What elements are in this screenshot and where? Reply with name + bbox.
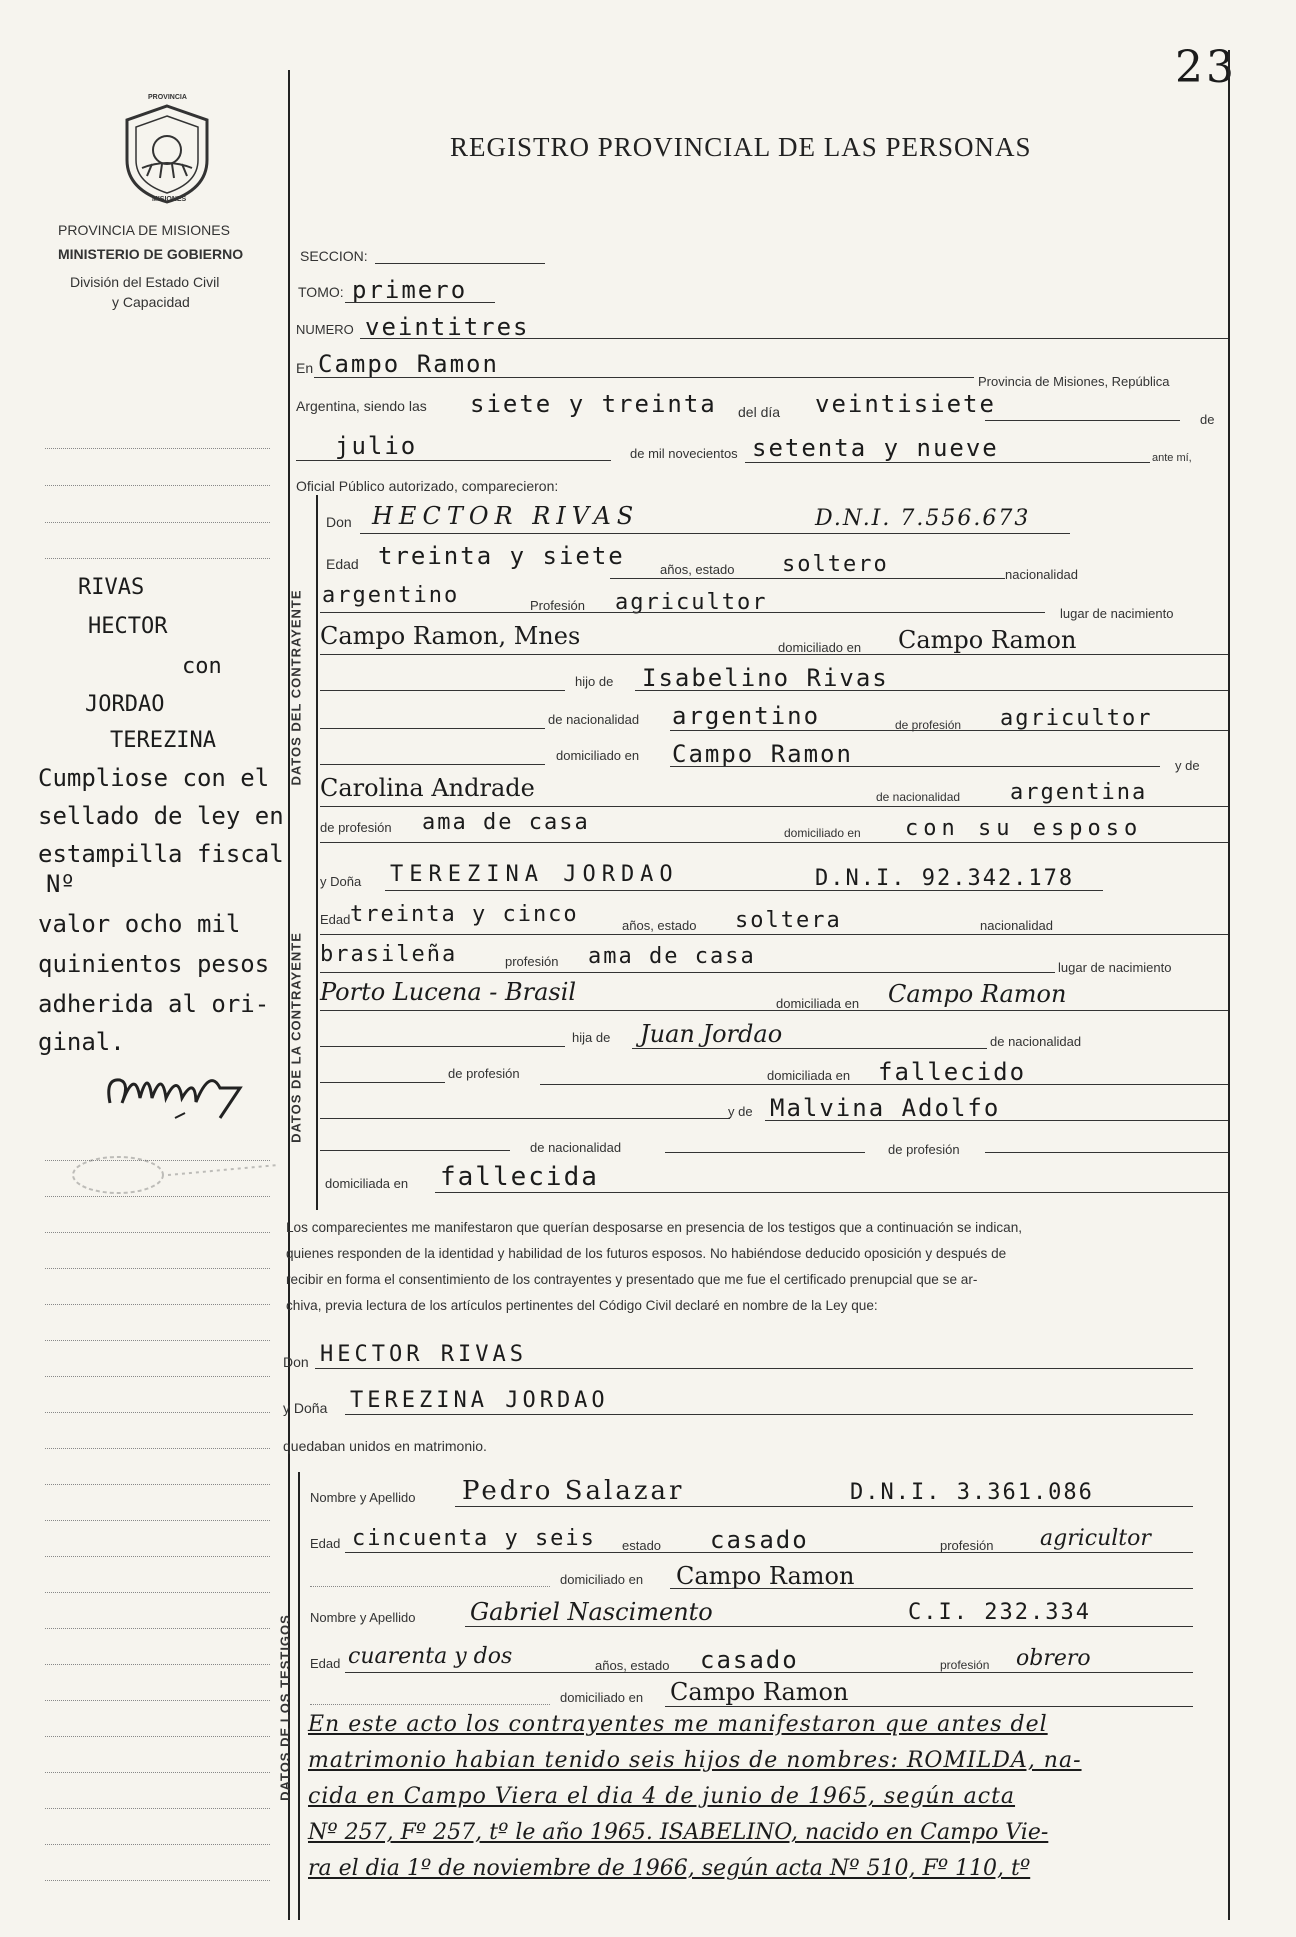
c2-estado: soltera — [735, 908, 842, 933]
t2-edad-field[interactable] — [345, 1672, 1193, 1673]
note-line: En este acto los contrayentes me manifestaron que antes del — [308, 1712, 1048, 1737]
c1-edad: treinta y siete — [378, 542, 625, 570]
section-divider — [298, 1472, 300, 1920]
c2-madre-field[interactable] — [765, 1120, 1228, 1121]
t2-dom: Campo Ramon — [670, 1678, 849, 1706]
c1-anios-label: años, estado — [660, 562, 735, 577]
note-line: Nº 257, Fº 257, tº le año 1965. ISABELINO, nacido en Campo Vie- — [308, 1820, 1049, 1845]
c1-padre-field[interactable] — [635, 690, 1228, 691]
emblem-label-bottom: MISIONES — [152, 196, 187, 203]
c2-profesion-field[interactable] — [320, 972, 1055, 973]
c2-edad-label: Edad — [320, 912, 351, 927]
c1-profesion-label: Profesión — [530, 598, 585, 613]
margin-dots — [45, 558, 270, 559]
note-line: matrimonio habian tenido seis hijos de nombres: ROMILDA, na- — [308, 1748, 1082, 1773]
c2-nombre-field[interactable] — [385, 890, 1103, 891]
margin-dots — [45, 1880, 270, 1881]
seccion-field[interactable] — [375, 263, 545, 264]
tomo-label: TOMO: — [298, 284, 344, 300]
t1-dom: Campo Ramon — [676, 1562, 855, 1590]
c2-dom-padre-label: domiciliada en — [767, 1068, 851, 1083]
margin-dots — [45, 1340, 270, 1341]
note-line: ra el dia 1º de noviembre de 1966, según acta Nº 510, Fº 110, tº — [308, 1856, 1031, 1881]
declaration-line: quienes responden de la identidad y habilidad de los futuros esposos. No habiéndose deducido oposición y después de — [286, 1246, 1007, 1261]
t1-nombre: Pedro Salazar — [462, 1476, 685, 1506]
c1-nac-padre-field[interactable] — [670, 730, 1228, 731]
c2-edad-field[interactable] — [320, 934, 1228, 935]
t2-dom-label: domiciliado en — [560, 1690, 644, 1705]
t2-edad-label: Edad — [310, 1656, 341, 1671]
c2-dom-madre-field[interactable] — [435, 1192, 1228, 1193]
c1-nacionalidad-label: nacionalidad — [1005, 567, 1079, 582]
c1-padre: Isabelino Rivas — [642, 664, 889, 692]
en-field[interactable] — [314, 377, 974, 378]
c1-lugar: Campo Ramon, Mnes — [320, 622, 581, 650]
t2-ci: C.I. 232.334 — [908, 1600, 1091, 1625]
margin-dots — [45, 1232, 270, 1233]
document-title: REGISTRO PROVINCIAL DE LAS PERSONAS — [450, 132, 1032, 162]
c1-nac-padre: argentino — [672, 702, 821, 730]
del-dia-label: del día — [738, 404, 781, 420]
dia-field[interactable] — [985, 420, 1180, 421]
c2-lugar-field[interactable] — [320, 1010, 1228, 1011]
c1-hijo-prefix-line[interactable] — [320, 690, 565, 691]
t2-prof: obrero — [1016, 1646, 1091, 1671]
agency-line2: MINISTERIO DE GOBIERNO — [58, 246, 244, 262]
t2-estado: casado — [700, 1646, 799, 1674]
t1-estado-label: estado — [622, 1538, 662, 1553]
margin-signature — [100, 1058, 270, 1138]
c1-prof-padre-label: de profesión — [895, 718, 962, 732]
c2-prof-padre-field[interactable] — [540, 1084, 1228, 1085]
margin-dots — [45, 1376, 270, 1377]
c2-dom-madre: fallecida — [440, 1162, 599, 1192]
margin-dots — [45, 1520, 270, 1521]
t2-label: Nombre y Apellido — [310, 1610, 416, 1625]
decl-dona-field[interactable] — [345, 1414, 1193, 1415]
stamp-note-line: Cumpliose con el — [38, 764, 270, 792]
margin-dots — [45, 1484, 270, 1485]
stamp-note-line: adherida al ori- — [38, 990, 270, 1018]
t2-nombre: Gabriel Nascimento — [470, 1598, 713, 1626]
c1-nac-madre: argentina — [1010, 780, 1148, 805]
c1-dom-padre-prefix-line[interactable] — [320, 764, 545, 765]
section-divider — [316, 870, 318, 1210]
numero-value: veintitres — [365, 313, 530, 341]
decl-don-label: Don — [283, 1354, 309, 1370]
c2-profesion-label: profesión — [505, 954, 559, 969]
decl-dona-label: y Doña — [283, 1400, 328, 1416]
c2-lugar: Porto Lucena - Brasil — [320, 978, 577, 1006]
c2-anios-label: años, estado — [622, 918, 697, 933]
emblem-icon — [112, 98, 222, 208]
stamp-note-line: Nº — [46, 870, 75, 898]
margin-dots — [45, 1448, 270, 1449]
anio-value: setenta y nueve — [752, 434, 999, 462]
c1-estado: soltero — [782, 552, 889, 577]
t1-dom-label: domiciliado en — [560, 1572, 644, 1587]
c2-lugar-label: lugar de nacimiento — [1058, 960, 1172, 975]
c1-madre: Carolina Andrade — [320, 774, 535, 802]
c2-y-de-label: y de — [728, 1104, 753, 1119]
margin-dots — [45, 1268, 270, 1269]
c1-nac-padre-prefix-line[interactable] — [320, 728, 545, 729]
c2-dni: D.N.I. 92.342.178 — [815, 866, 1075, 891]
t1-estado: casado — [710, 1526, 809, 1554]
c2-nacionalidad: brasileña — [320, 942, 458, 967]
decl-dona-value: TEREZINA JORDAO — [350, 1388, 609, 1413]
t1-edad-field[interactable] — [345, 1552, 1193, 1553]
section-divider — [316, 495, 318, 875]
mes-value: julio — [335, 432, 418, 460]
c2-prof-padre-label: de profesión — [448, 1066, 520, 1081]
en-label: En — [296, 360, 314, 376]
declaration-line: Los comparecientes me manifestaron que querían desposarse en presencia de los testigos que a continuación se indican, — [286, 1220, 1023, 1235]
c2-nac-madre-label: de nacionalidad — [530, 1140, 622, 1155]
c2-madre: Malvina Adolfo — [770, 1094, 1001, 1122]
decl-closing: quedaban unidos en matrimonio. — [283, 1438, 487, 1454]
provincia-label: Provincia de Misiones, República — [978, 374, 1170, 389]
c2-prof-madre-label: de profesión — [888, 1142, 960, 1157]
t1-nombre-field[interactable] — [455, 1506, 1193, 1507]
c2-nombre: TEREZINA JORDAO — [390, 862, 679, 887]
numero-label: NUMERO — [296, 322, 354, 337]
c2-y-de-prefix-line[interactable] — [320, 1118, 730, 1119]
t1-dom-field[interactable] — [670, 1588, 1193, 1589]
t2-prof-label: profesión — [940, 1658, 990, 1672]
margin-dots — [45, 1592, 270, 1593]
t2-dom-dots — [310, 1704, 550, 1705]
c1-madre-field[interactable] — [320, 806, 1228, 807]
seccion-label: SECCION: — [300, 248, 368, 264]
c2-domiciliada-label: domiciliada en — [776, 996, 860, 1011]
t2-edad: cuarenta y dos — [348, 1644, 513, 1669]
c2-nacionalidad-label: nacionalidad — [980, 918, 1054, 933]
c2-hija-prefix-line[interactable] — [320, 1046, 565, 1047]
c2-padre: Juan Jordao — [640, 1020, 783, 1048]
t2-nombre-field[interactable] — [465, 1626, 1193, 1627]
c1-y-de-label: y de — [1175, 758, 1200, 773]
c1-hijo-label: hijo de — [575, 674, 614, 689]
agency-line1: PROVINCIA DE MISIONES — [58, 222, 230, 238]
c1-don-label: Don — [326, 514, 352, 530]
c2-prof-padre-prefix-line[interactable] — [320, 1082, 445, 1083]
c1-dom-madre-label: domiciliado en — [784, 826, 861, 840]
c1-lugar-field[interactable] — [320, 654, 1228, 655]
c2-dom-padre: fallecido — [878, 1058, 1027, 1086]
c1-edad-field[interactable] — [610, 578, 1005, 579]
tomo-value: primero — [352, 276, 468, 304]
contrayente1-label: DATOS DEL CONTRAYENTE — [288, 589, 304, 786]
margin-dots — [45, 1628, 270, 1629]
decl-don-value: HECTOR RIVAS — [320, 1342, 527, 1367]
c2-padre-field[interactable] — [632, 1048, 987, 1049]
numero-field[interactable] — [360, 338, 1228, 339]
c2-nac-madre-field[interactable] — [665, 1152, 865, 1153]
right-frame-line — [1228, 50, 1230, 1920]
c1-prof-padre: agricultor — [1000, 706, 1153, 731]
de-label: de — [1200, 412, 1215, 427]
margin-con: con — [182, 654, 222, 679]
t1-dom-dots — [310, 1586, 550, 1587]
c1-dni: D.N.I. 7.556.673 — [815, 506, 1031, 531]
declaration-line: chiva, previa lectura de los artículos pertinentes del Código Civil declaré en nombre de la Ley que: — [286, 1298, 878, 1313]
declaration-line: recibir en forma el consentimiento de los contrayentes y presentado que me fue el certificado prenupcial que se ar- — [286, 1272, 978, 1287]
margin-surname2: JORDAO — [85, 692, 165, 717]
c1-nac-madre-label: de nacionalidad — [876, 790, 961, 804]
c2-profesion: ama de casa — [588, 944, 756, 969]
oficial-label: Oficial Público autorizado, comparecieron: — [296, 478, 559, 494]
stamp-note-line: estampilla fiscal — [38, 840, 284, 868]
decl-don-field[interactable] — [315, 1368, 1193, 1369]
c2-nac-madre-prefix-line[interactable] — [320, 1150, 510, 1151]
hora-value: siete y treinta — [470, 390, 717, 418]
c1-nombre: HECTOR RIVAS — [372, 502, 640, 530]
margin-name1: HECTOR — [88, 614, 168, 639]
c1-dom-madre: con su esposo — [905, 816, 1143, 841]
c2-dom-madre-label: domiciliada en — [325, 1176, 409, 1191]
agency-line3: División del Estado Civil — [70, 274, 220, 290]
c1-prof-madre-field[interactable] — [320, 842, 1228, 843]
margin-dots — [45, 1736, 270, 1737]
margin-dots — [45, 1700, 270, 1701]
c2-nac-padre-label: de nacionalidad — [990, 1034, 1082, 1049]
c2-domicilio: Campo Ramon — [888, 980, 1067, 1008]
dia-value: veintisiete — [815, 390, 996, 418]
margin-dots — [45, 1556, 270, 1557]
c1-profesion-field[interactable] — [320, 612, 1045, 613]
c1-nac-padre-label: de nacionalidad — [548, 712, 640, 727]
margin-dots — [45, 1844, 270, 1845]
stamp-note-line: valor ocho mil — [38, 910, 241, 938]
c2-edad: treinta y cinco — [350, 902, 579, 927]
c1-lugar-label: lugar de nacimiento — [1060, 606, 1174, 621]
c1-domiciliado-label: domiciliado en — [778, 640, 862, 655]
c1-prof-madre: ama de casa — [422, 810, 590, 835]
emblem-label-top: PROVINCIA — [148, 94, 187, 101]
t2-dom-field[interactable] — [665, 1706, 1193, 1707]
stamp-icon — [38, 1150, 288, 1210]
t1-prof-label: profesión — [940, 1538, 994, 1553]
testigos-label: DATOS DE LOS TESTIGOS — [277, 1614, 293, 1801]
c2-hija-label: hija de — [572, 1030, 611, 1045]
t1-dni: D.N.I. 3.361.086 — [850, 1480, 1094, 1505]
stamp-note-line: ginal. — [38, 1028, 125, 1056]
stamp-note-line: sellado de ley en — [38, 802, 284, 830]
margin-surname1: RIVAS — [78, 575, 145, 600]
margin-dots — [45, 522, 270, 523]
margin-dots — [45, 1304, 270, 1305]
c2-dona-label: y Doña — [320, 874, 362, 889]
mil-label: de mil novecientos — [630, 446, 738, 461]
margin-dots — [45, 448, 270, 449]
tomo-field[interactable] — [345, 302, 495, 303]
t1-edad-label: Edad — [310, 1536, 341, 1551]
contrayente2-label: DATOS DE LA CONTRAYENTE — [288, 932, 304, 1143]
province-emblem — [112, 94, 222, 208]
anio-field[interactable] — [745, 462, 1150, 463]
c1-edad-label: Edad — [326, 556, 359, 572]
t1-edad: cincuenta y seis — [352, 1526, 596, 1551]
mes-field[interactable] — [296, 460, 611, 461]
t1-label: Nombre y Apellido — [310, 1490, 416, 1505]
en-value: Campo Ramon — [318, 350, 499, 378]
margin-dots — [45, 1808, 270, 1809]
margin-name2: TEREZINA — [110, 728, 216, 753]
argentina-label: Argentina, siendo las — [296, 398, 427, 414]
stamp-note-line: quinientos pesos — [38, 950, 270, 978]
c1-dom-padre: Campo Ramon — [672, 740, 853, 768]
page-number: 23 — [1175, 42, 1237, 93]
c1-nombre-field[interactable] — [360, 533, 1070, 534]
margin-dots — [45, 1412, 270, 1413]
agency-line4: y Capacidad — [112, 294, 190, 310]
c1-dom-padre-field[interactable] — [670, 766, 1160, 767]
faded-stamp — [38, 1150, 288, 1210]
c2-prof-madre-field[interactable] — [985, 1152, 1228, 1153]
t1-prof: agricultor — [1040, 1526, 1151, 1551]
c1-prof-madre-label: de profesión — [320, 820, 392, 835]
signature-icon — [100, 1058, 270, 1138]
c1-profesion: agricultor — [615, 590, 768, 615]
c1-domicilio: Campo Ramon — [898, 626, 1077, 654]
ante-mi-label: ante mí, — [1152, 452, 1192, 464]
margin-dots — [45, 1664, 270, 1665]
c1-nacionalidad: argentino — [322, 583, 460, 608]
margin-dots — [45, 485, 270, 486]
t2-anios-label: años, estado — [595, 1658, 670, 1673]
note-line: cida en Campo Viera el dia 4 de junio de 1965, según acta — [308, 1784, 1016, 1809]
c1-dom-padre-label: domiciliado en — [556, 748, 640, 763]
margin-dots — [45, 1772, 270, 1773]
